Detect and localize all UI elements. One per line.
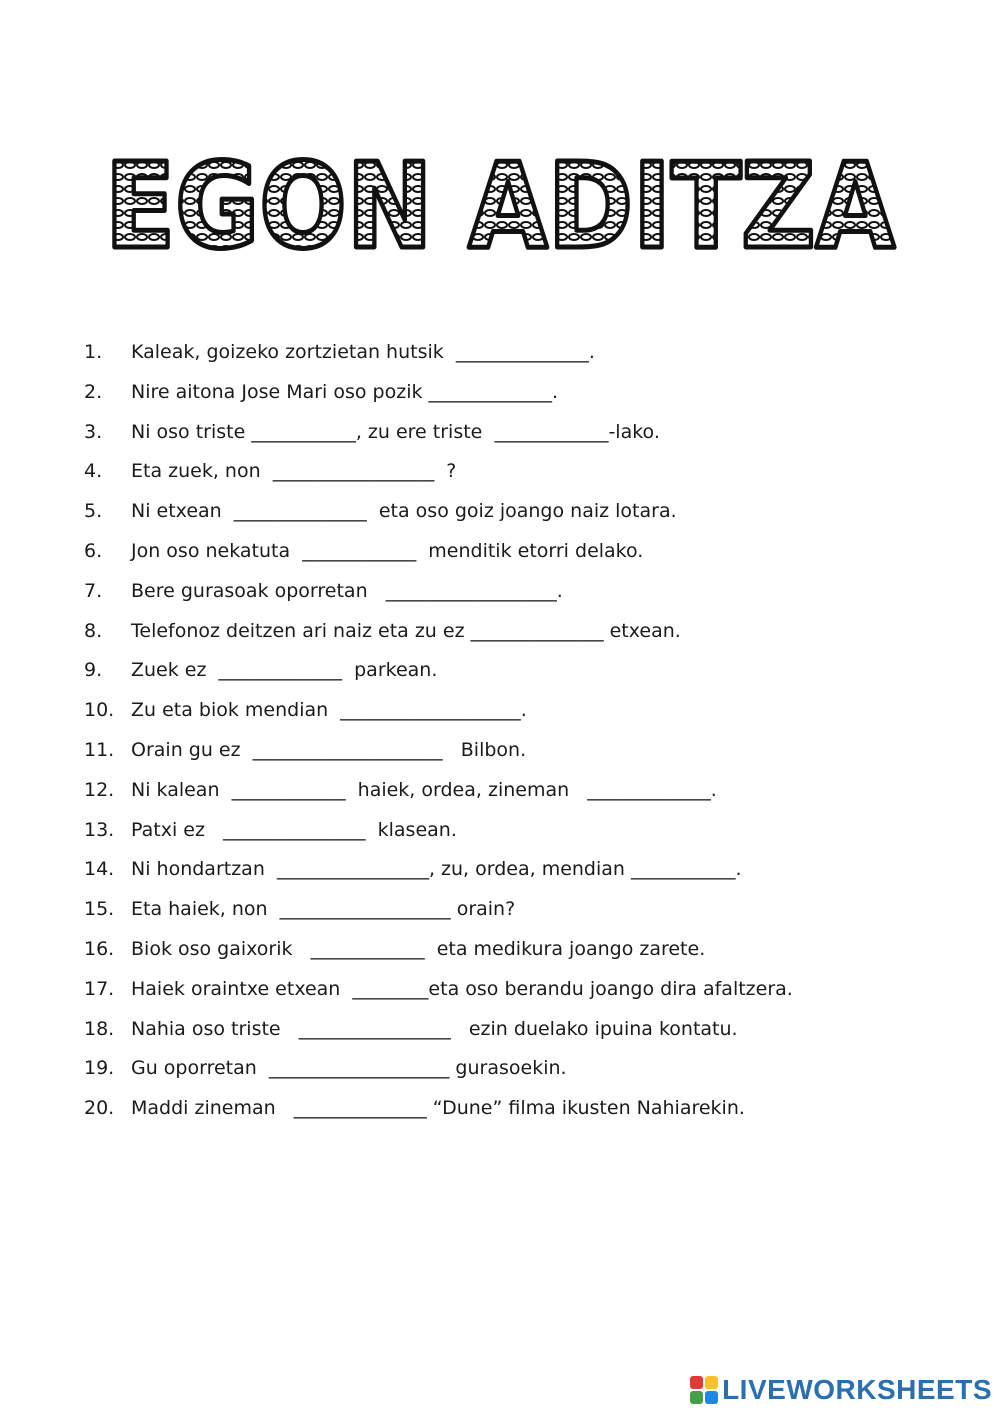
item-number: 18. (84, 1017, 115, 1040)
exercise-item (84, 1014, 964, 1054)
exercise-item (84, 417, 964, 457)
exercise-item (84, 894, 964, 934)
brand-text: LIVEWORKSHEETS (722, 1374, 992, 1405)
exercise-item (84, 496, 964, 536)
item-text: Nahia oso triste ________________ ezin duelako ipuina kontatu. (131, 1017, 738, 1040)
item-number: 7. (84, 579, 103, 602)
item-number: 3. (84, 420, 103, 443)
item-text: Zu eta biok mendian ___________________. (131, 699, 527, 722)
liveworksheets-brand (690, 1375, 992, 1405)
item-number: 11. (84, 738, 115, 761)
item-text: Gu oporretan ___________________ gurasoekin. (131, 1057, 567, 1080)
item-number: 19. (84, 1057, 115, 1080)
item-number: 2. (84, 380, 103, 403)
exercise-list (84, 337, 964, 1133)
exercise-item (84, 1093, 964, 1133)
item-text: Ni etxean ______________ eta oso goiz joango naiz lotara. (131, 500, 677, 523)
worksheet-title (100, 135, 900, 275)
exercise-item (84, 934, 964, 974)
exercise-item (84, 576, 964, 616)
item-text: Nire aitona Jose Mari oso pozik _____________. (131, 380, 559, 403)
exercise-item (84, 377, 964, 417)
exercise-item (84, 854, 964, 894)
item-number: 1. (84, 341, 103, 363)
item-number: 12. (84, 778, 115, 801)
title-text: EGON ADITZA (105, 137, 895, 275)
exercise-item (84, 456, 964, 496)
item-number: 15. (84, 898, 115, 921)
exercise-item (84, 655, 964, 695)
exercise-item (84, 735, 964, 775)
item-number: 6. (84, 539, 103, 562)
logo-tile-green (690, 1391, 703, 1404)
item-number: 8. (84, 619, 103, 642)
item-text: Biok oso gaixorik ____________ eta medikura joango zarete. (131, 937, 706, 960)
logo-tile-yellow (705, 1376, 718, 1389)
item-text: Bere gurasoak oporretan __________________. (131, 579, 563, 602)
item-number: 10. (84, 699, 115, 722)
exercise-item (84, 695, 964, 735)
item-text: Ni kalean ____________ haiek, ordea, zineman _____________. (131, 778, 717, 801)
item-number: 16. (84, 937, 115, 960)
item-text: Patxi ez _______________ klasean. (131, 818, 457, 841)
exercise-item (84, 337, 964, 377)
item-number: 20. (84, 1097, 115, 1120)
item-number: 5. (84, 500, 103, 523)
item-number: 13. (84, 818, 115, 841)
decorative-title-graphic (100, 135, 900, 275)
exercise-item (84, 974, 964, 1014)
liveworksheets-logo-icon (690, 1376, 718, 1404)
item-text: Orain gu ez ____________________ Bilbon. (131, 738, 527, 761)
item-text: Telefonoz deitzen ari naiz eta zu ez ______________ etxean. (131, 619, 681, 642)
exercise-item (84, 536, 964, 576)
logo-tile-blue (705, 1391, 718, 1404)
item-text: Kaleak, goizeko zortzietan hutsik ______________. (131, 341, 595, 363)
item-text: Maddi zineman ______________ “Dune” filma ikusten Nahiarekin. (131, 1097, 745, 1120)
item-text: Eta haiek, non __________________ orain? (131, 898, 516, 921)
item-number: 9. (84, 659, 103, 682)
item-text: Zuek ez _____________ parkean. (131, 659, 438, 682)
exercise-item (84, 1053, 964, 1093)
item-text: Haiek oraintxe etxean ________eta oso berandu joango dira afaltzera. (131, 977, 793, 1000)
item-number: 14. (84, 858, 115, 881)
item-text: Jon oso nekatuta ____________ menditik etorri delako. (131, 539, 644, 562)
item-text: Eta zuek, non _________________ ? (131, 460, 457, 483)
item-number: 4. (84, 460, 103, 483)
item-number: 17. (84, 977, 115, 1000)
logo-tile-red (690, 1376, 703, 1389)
exercise-item (84, 815, 964, 855)
item-text: Ni oso triste ___________, zu ere triste ____________-lako. (131, 420, 660, 443)
item-text: Ni hondartzan ________________, zu, ordea, mendian ___________. (131, 858, 742, 881)
exercise-item (84, 775, 964, 815)
exercise-item (84, 616, 964, 656)
